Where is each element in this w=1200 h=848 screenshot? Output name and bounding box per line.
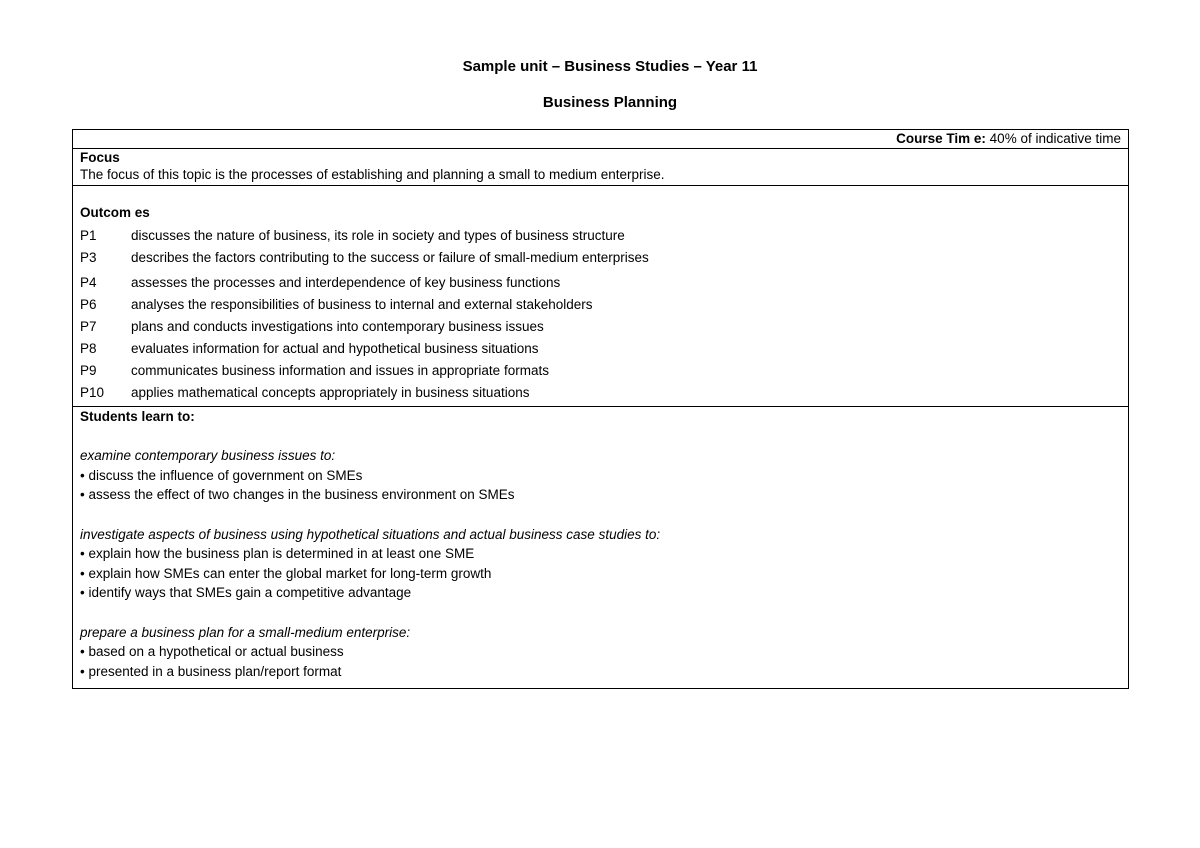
learn-bullet: • explain how the business plan is determined in at least one SME (80, 546, 475, 562)
spacer (80, 505, 1121, 525)
course-time-row (73, 130, 1129, 149)
document-title: Sample unit – Business Studies – Year 11 (462, 58, 758, 75)
outcome-code: P7 (80, 319, 97, 334)
outcomes-row (73, 186, 1129, 407)
learn-group-intro: examine contemporary business issues to: (80, 448, 336, 464)
outcome-code: P4 (80, 275, 97, 290)
outcome-code: P9 (80, 363, 97, 378)
focus-heading: Focus (80, 150, 120, 165)
outcome-item (80, 360, 1121, 382)
course-time-value: 40% of indicative time (989, 131, 1121, 146)
unit-table (72, 129, 1129, 689)
outcome-code: P1 (80, 228, 97, 243)
learn-bullet: • assess the effect of two changes in the business environment on SMEs (80, 487, 515, 503)
outcome-item (80, 382, 1121, 404)
outcome-text: plans and conducts investigations into contemporary business issues (131, 319, 544, 334)
outcome-code: P6 (80, 297, 97, 312)
learn-cell (73, 407, 1129, 689)
outcomes-heading: Outcom es (80, 205, 150, 220)
outcome-text: discusses the nature of business, its role in society and types of business structure (131, 228, 625, 243)
outcome-code: P10 (80, 385, 105, 400)
outcome-text: evaluates information for actual and hypothetical business situations (131, 341, 539, 356)
outcome-text: assesses the processes and interdependence of key business functions (131, 275, 561, 290)
outcome-text: analyses the responsibilities of business to internal and external stakeholders (131, 297, 593, 312)
focus-row (73, 149, 1129, 186)
learn-bullet: • based on a hypothetical or actual business (80, 644, 344, 660)
document-subtitle: Business Planning (542, 94, 678, 111)
outcome-item (80, 247, 1121, 269)
spacer (80, 603, 1121, 623)
focus-cell (73, 149, 1129, 186)
learn-group-intro: prepare a business plan for a small-medium enterprise: (80, 624, 411, 640)
outcome-item (80, 338, 1121, 360)
learn-bullet: • identify ways that SMEs gain a competitive advantage (80, 585, 412, 601)
outcome-text: applies mathematical concepts appropriately in business situations (131, 385, 530, 400)
course-time-cell (73, 130, 1129, 149)
learn-heading: Students learn to: (80, 409, 195, 424)
outcome-item (80, 294, 1121, 316)
outcome-text: communicates business information and issues in appropriate formats (131, 363, 549, 378)
outcomes-cell (73, 186, 1129, 407)
outcome-item (80, 269, 1121, 294)
spacer (80, 427, 1121, 447)
learn-bullet: • explain how SMEs can enter the global market for long-term growth (80, 565, 492, 581)
course-time-label: Course Tim e: (896, 131, 986, 146)
outcome-item (80, 316, 1121, 338)
learn-bullet: • presented in a business plan/report format (80, 663, 342, 679)
learn-bullet: • discuss the influence of government on SMEs (80, 467, 363, 483)
focus-text: The focus of this topic is the processes of establishing and planning a small to medium enterprise. (80, 167, 665, 182)
outcome-text: describes the factors contributing to the success or failure of small-medium enterprises (131, 250, 649, 265)
outcome-code: P3 (80, 250, 97, 265)
outcome-code: P8 (80, 341, 97, 356)
learn-group-intro: investigate aspects of business using hypothetical situations and actual business case studies to: (80, 526, 661, 542)
learn-row (73, 407, 1129, 689)
outcome-item (80, 225, 1121, 247)
